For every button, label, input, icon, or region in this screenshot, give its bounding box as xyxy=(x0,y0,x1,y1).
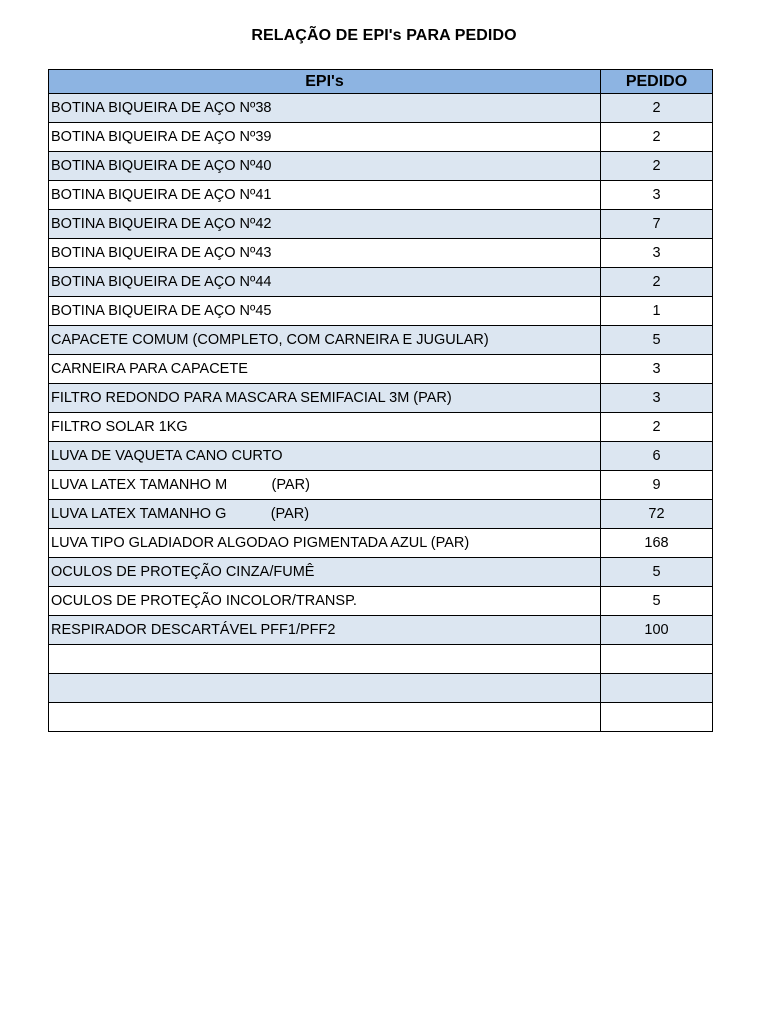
pedido-quantity-cell: 5 xyxy=(652,332,661,348)
pedido-quantity-cell: 2 xyxy=(652,129,661,145)
epi-item-cell: BOTINA BIQUEIRA DE AÇO Nº43 xyxy=(49,239,601,267)
pedido-quantity-cell: 9 xyxy=(652,477,661,493)
pedido-quantity-cell: 7 xyxy=(652,216,661,232)
column-header-epi: EPI's xyxy=(49,70,601,93)
table-row xyxy=(49,674,712,703)
table-row xyxy=(49,500,712,529)
table-row xyxy=(49,645,712,674)
pedido-quantity-cell xyxy=(601,703,712,731)
pedido-quantity-cell: 2 xyxy=(652,274,661,290)
pedido-quantity-cell: 5 xyxy=(652,564,661,580)
epi-item-cell: BOTINA BIQUEIRA DE AÇO Nº44 xyxy=(49,268,601,296)
table-row xyxy=(49,239,712,268)
table-row xyxy=(49,181,712,210)
table-row xyxy=(49,268,712,297)
epi-item-cell: OCULOS DE PROTEÇÃO INCOLOR/TRANSP. xyxy=(49,587,601,615)
epi-item-cell: FILTRO SOLAR 1KG xyxy=(49,413,601,441)
table-body xyxy=(49,94,712,731)
table-row xyxy=(49,297,712,326)
table-header-row xyxy=(49,70,712,94)
epi-item-cell: LUVA TIPO GLADIADOR ALGODAO PIGMENTADA AZUL (PAR) xyxy=(49,529,601,557)
pedido-quantity-cell: 3 xyxy=(652,361,661,377)
pedido-quantity-cell: 6 xyxy=(652,448,661,464)
epi-item-cell: CAPACETE COMUM (COMPLETO, COM CARNEIRA E JUGULAR) xyxy=(49,326,601,354)
epi-order-table xyxy=(48,69,713,732)
epi-item-cell: LUVA LATEX TAMANHO G (PAR) xyxy=(49,500,601,528)
epi-item-cell: FILTRO REDONDO PARA MASCARA SEMIFACIAL 3M (PAR) xyxy=(49,384,601,412)
table-row xyxy=(49,413,712,442)
table-row xyxy=(49,703,712,731)
pedido-quantity-cell: 2 xyxy=(652,100,661,116)
epi-item-cell: RESPIRADOR DESCARTÁVEL PFF1/PFF2 xyxy=(49,616,601,644)
pedido-quantity-cell: 72 xyxy=(648,506,665,522)
table-row xyxy=(49,123,712,152)
table-row xyxy=(49,587,712,616)
pedido-quantity-cell: 100 xyxy=(644,622,669,638)
pedido-quantity-cell: 3 xyxy=(652,390,661,406)
epi-item-cell: BOTINA BIQUEIRA DE AÇO Nº40 xyxy=(49,152,601,180)
table-row xyxy=(49,616,712,645)
pedido-quantity-cell: 2 xyxy=(652,419,661,435)
epi-item-cell: BOTINA BIQUEIRA DE AÇO Nº41 xyxy=(49,181,601,209)
pedido-quantity-cell xyxy=(601,674,712,702)
epi-item-cell: LUVA LATEX TAMANHO M (PAR) xyxy=(49,471,601,499)
epi-item-cell: OCULOS DE PROTEÇÃO CINZA/FUMÊ xyxy=(49,558,601,586)
epi-item-cell xyxy=(49,645,601,673)
pedido-quantity-cell: 2 xyxy=(652,158,661,174)
table-row xyxy=(49,94,712,123)
table-row xyxy=(49,529,712,558)
pedido-quantity-cell: 3 xyxy=(652,187,661,203)
pedido-quantity-cell: 3 xyxy=(652,245,661,261)
epi-item-cell: BOTINA BIQUEIRA DE AÇO Nº38 xyxy=(49,94,601,122)
pedido-quantity-cell: 168 xyxy=(644,535,669,551)
pedido-quantity-cell xyxy=(601,645,712,673)
epi-item-cell: BOTINA BIQUEIRA DE AÇO Nº39 xyxy=(49,123,601,151)
table-row xyxy=(49,326,712,355)
table-row xyxy=(49,384,712,413)
table-row xyxy=(49,471,712,500)
column-header-pedido: PEDIDO xyxy=(625,72,688,90)
pedido-quantity-cell: 5 xyxy=(652,593,661,609)
table-row xyxy=(49,210,712,239)
table-row xyxy=(49,152,712,181)
epi-item-cell: CARNEIRA PARA CAPACETE xyxy=(49,355,601,383)
table-row xyxy=(49,355,712,384)
pedido-quantity-cell: 1 xyxy=(652,303,661,319)
table-row xyxy=(49,442,712,471)
epi-item-cell: BOTINA BIQUEIRA DE AÇO Nº42 xyxy=(49,210,601,238)
epi-item-cell: LUVA DE VAQUETA CANO CURTO xyxy=(49,442,601,470)
epi-item-cell xyxy=(49,703,601,731)
epi-item-cell xyxy=(49,674,601,702)
page-title: RELAÇÃO DE EPI's PARA PEDIDO xyxy=(251,27,517,44)
epi-item-cell: BOTINA BIQUEIRA DE AÇO Nº45 xyxy=(49,297,601,325)
table-row xyxy=(49,558,712,587)
